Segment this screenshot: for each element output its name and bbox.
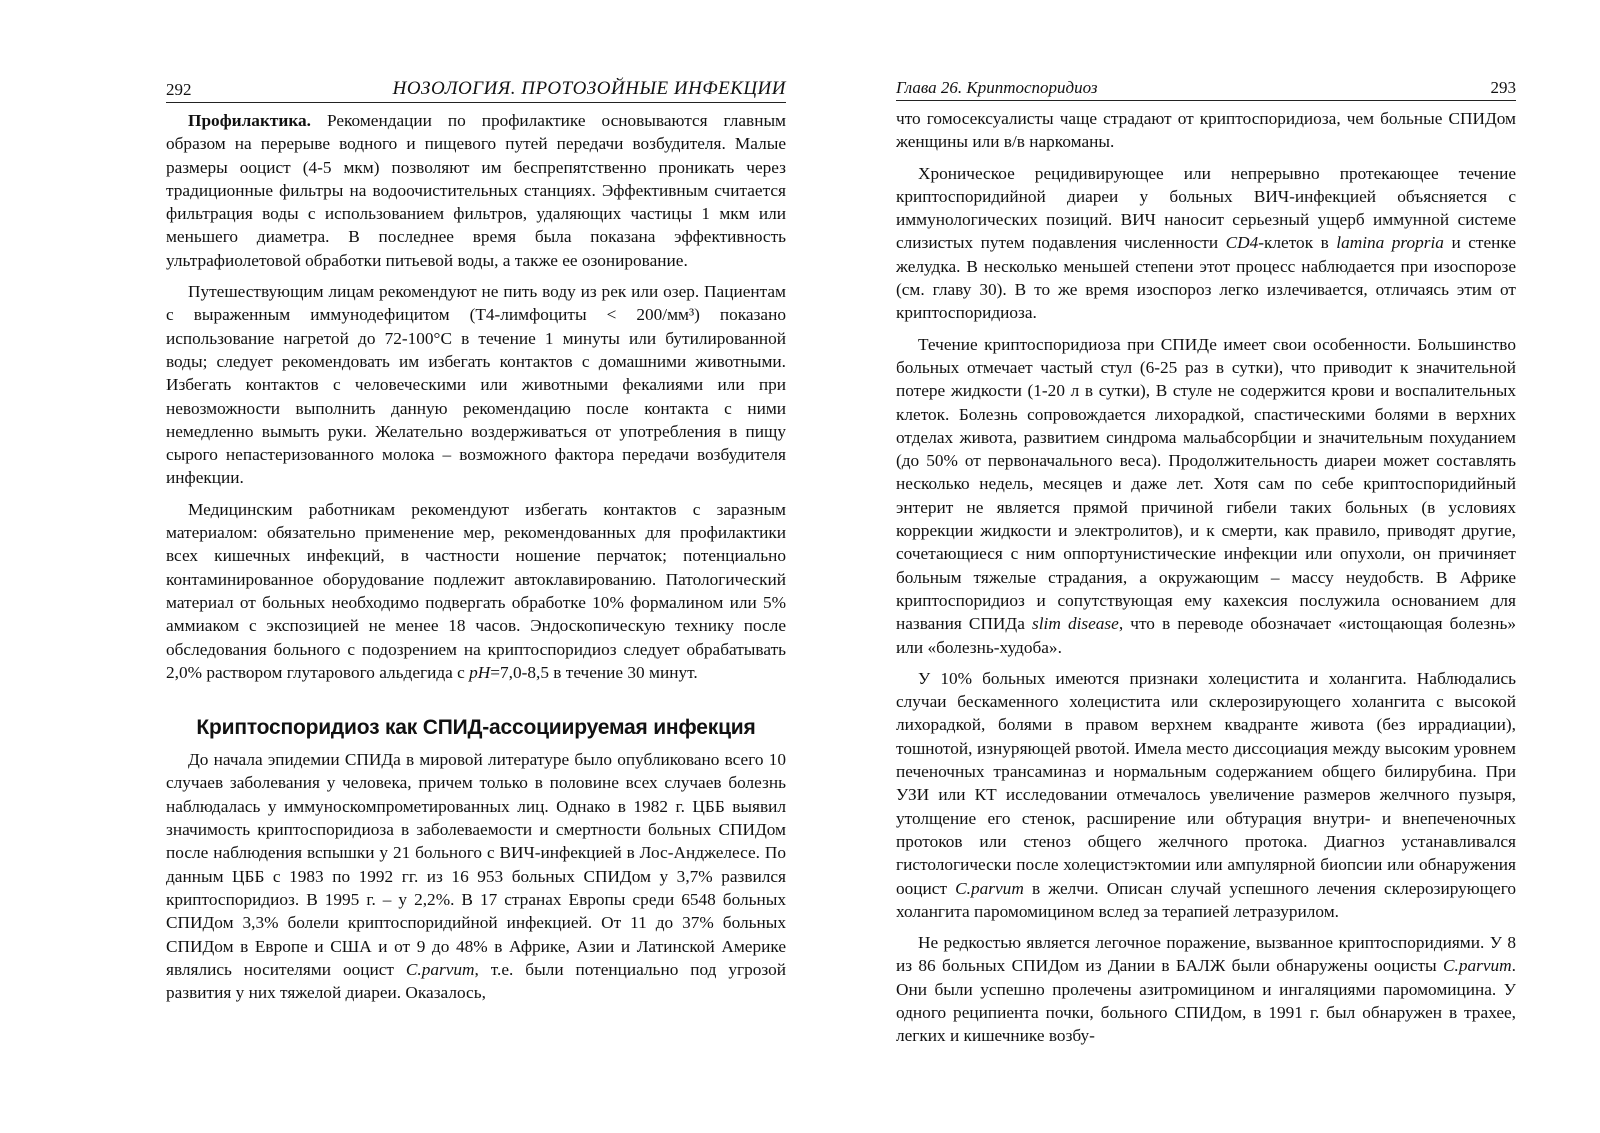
running-head-left: НОЗОЛОГИЯ. ПРОТОЗОЙНЫЕ ИНФЕКЦИИ (392, 78, 786, 99)
paragraph-medical-workers (166, 498, 786, 684)
paragraph-text: Медицинским работникам рекомендуют избегать контактов с заразным материалом: обязательно применение мер, рекомендованных для профилактики всех кишечных инфекций, в частности ношение перчаток; потенциально контаминированное оборудование подлежит автоклавированию. Патологический материал от больных необходимо подвергать обработке 10% формалином или 5% аммиаком с экспозицией не менее 18 часов. Эндоскопическую технику после обследования больного с подозрением на криптоспоридиоз следует обрабатывать 2,0% раствором глутарового альдегида с (166, 499, 786, 682)
italic-term: slim disease (1032, 614, 1119, 634)
runin-heading: Профилактика. (188, 111, 312, 130)
section-heading: Криптоспоридиоз как СПИД-ассоциируемая инфекция (196, 716, 756, 740)
paragraph-epidemic (166, 748, 786, 1004)
paragraph-text: До начала эпидемии СПИДа в мировой литературе было опубликовано всего 10 случаев заболевания у человека, причем только в половине всех случаев болезнь наблюдалась у иммуноскомпрометированных лиц. Однако в 1982 г. ЦББ выявил значимость криптоспоридиоза в заболеваемости и смертности больных СПИДом после наблюдения вспышки у 21 больного с ВИЧ-инфекцией в Лос-Анджелесе. По данным ЦББ с 1983 по 1992 гг. из 16 953 больных СПИДом у 3,7% развился криптоспоридиоз. В 1995 г. – у 2,2%. В 17 странах Европы среди 6548 больных СПИДом 3,3% болели криптоспоридийной инфекцией. От 11 до 37% больных СПИДом в Европе и США и от 9 до 48% в Африке, Азии и Латинской Америке являлись носителями ооцист (166, 750, 786, 979)
paragraph-text: , т.е. были потенциально под угрозой развития у них тяжелой диареи. Оказалось, (166, 959, 786, 1003)
paragraph-continuation: что гомосексуалисты чаще страдают от криптоспоридиоза, чем больные СПИДом женщины или в/в наркоманы. (896, 109, 1516, 152)
italic-term: C.parvum (955, 878, 1024, 898)
right-page (896, 78, 1516, 1056)
paragraph-cholecystitis (896, 667, 1516, 923)
paragraph-text: . Они были успешно пролечены азитромицином и ингаляциями паромомицина. У одного реципиента почки, больного СПИДом, в 1991 г. был обнаружен в трахее, легких и кишечнике возбу- (896, 956, 1516, 1046)
left-page-header (166, 78, 786, 103)
paragraph-course (896, 333, 1516, 659)
paragraph-text: и стенке желудка. В несколько меньшей степени этот процесс наблюдается при изоспорозе (см. главу 30). В то же время изоспороз легко излечивается, отличаясь этим от криптоспоридиоза. (896, 233, 1516, 323)
right-page-header (896, 78, 1516, 101)
paragraph-travelers: Путешествующим лицам рекомендуют не пить воду из рек или озер. Пациентам с выраженным иммунодефицитом (Т4-лимфоциты < 200/мм³) показано использование нагретой до 72-100°С в течение 1 минуты или бутилированной воды; следует рекомендовать им избегать контактов с домашними животными. Избегать контактов с человеческими или животными фекалиями или при невозможности выполнить данную рекомендацию после контакта с ними немедленно вымыть руки. Желательно воздерживаться от употребления в пищу сырого непастеризованного молока – возможного фактора передачи возбудителя инфекции. (166, 282, 786, 488)
italic-term: CD4 (1225, 233, 1259, 253)
paragraph-chronic (896, 162, 1516, 325)
paragraph-text: Не редкостью является легочное поражение, вызванное криптоспоридиями. У 8 из 86 больных СПИДом из Дании в БАЛЖ были обнаружены ооцисты (896, 933, 1516, 976)
paragraph-text: Течение криптоспоридиоза при СПИДе имеет свои особенности. Большинство больных отмечает частый стул (6-25 раз в сутки), что приводит к значительной потере жидкости (1-20 л в сутки), В стуле не содержится крови и воспалительных клеток. Болезнь сопровождается лихорадкой, спастическими болями в верхних отделах живота, развитием синдрома мальабсорбции и значительным похуданием (до 50% от первоначального веса). Продолжительность диареи может составлять несколько недель, месяцев и даже лет. Хотя сам по себе криптоспоридийный энтерит не является прямой причиной гибели таких больных (в условиях коррекции жидкости и электролитов), и к смерти, как правило, приводят другие, сочетающиеся с ним оппортунистические инфекции или опухоли, он причиняет больным тяжелые страдания, а окружающим – массу неудобств. В Африке криптоспоридиоз и сопутствующая ему кахексия послужила основанием для названия СПИДа (896, 334, 1516, 634)
italic-term: pH (469, 662, 491, 682)
paragraph-text: Рекомендации по профилактике основываются главным образом на перерыве водного и пищевого путей передачи возбудителя. Малые размеры ооцист (4-5 мкм) позволяют им беспрепятственно проникать через традиционные фильтры на водоочистительных станциях. Эффективным считается фильтрация воды с использованием фильтров, удаляющих частицы 1 мкм или меньшего диаметра. В последнее время была показана эффективность ультрафиолетовой обработки питьевой воды, а также ее озонирование. (166, 111, 786, 270)
paragraph-pulmonary (896, 931, 1516, 1047)
paragraph-text: У 10% больных имеются признаки холецистита и холангита. Наблюдались случаи бескаменного холецистита или склерозирующего холангита с высокой лихорадкой, болями в правом верхнем квадранте живота (без иррадиации), тошнотой, изнуряющей рвотой. Имела место диссоциация между высоким уровнем печеночных трансаминаз и нормальным содержанием общего билирубина. При УЗИ или КТ исследовании отмечалось увеличение размеров желчного пузыря, утолщение его стенок, расширение или обтурация внутри- и внепеченочных протоков или стеноз общего желчного протока. Диагноз устанавливался гистологически после холецистэктомии или ампулярной биопсии или обнаружения ооцист (896, 668, 1516, 898)
italic-term: C.parvum (405, 959, 475, 979)
paragraph-text: =7,0-8,5 в течение 30 минут. (490, 662, 698, 682)
paragraph-text: , что в переводе обозначает «истощающая болезнь» или «болезнь-худоба». (896, 614, 1516, 657)
left-page (166, 78, 786, 1012)
italic-term: C.parvum (1443, 956, 1512, 976)
running-head-right: Глава 26. Криптоспоридиоз (896, 78, 1098, 97)
paragraph-text: в желчи. Описан случай успешного лечения склерозирующего холангита паромомицином вслед за терапией летразурилом. (896, 878, 1516, 921)
page-number-left: 292 (166, 80, 192, 99)
italic-term: lamina propria (1336, 233, 1444, 253)
paragraph-text: Хроническое рецидивирующее или непрерывно протекающее течение криптоспоридийной диареи у больных ВИЧ-инфекцией объясняется с иммунологических позиций. ВИЧ наносит серьезный ущерб иммунной системе слизистых путем подавления численности (896, 163, 1516, 253)
paragraph-text: -клеток в (1258, 233, 1329, 253)
page-number-right: 293 (1490, 78, 1516, 97)
paragraph-prophylaxis (166, 109, 786, 272)
